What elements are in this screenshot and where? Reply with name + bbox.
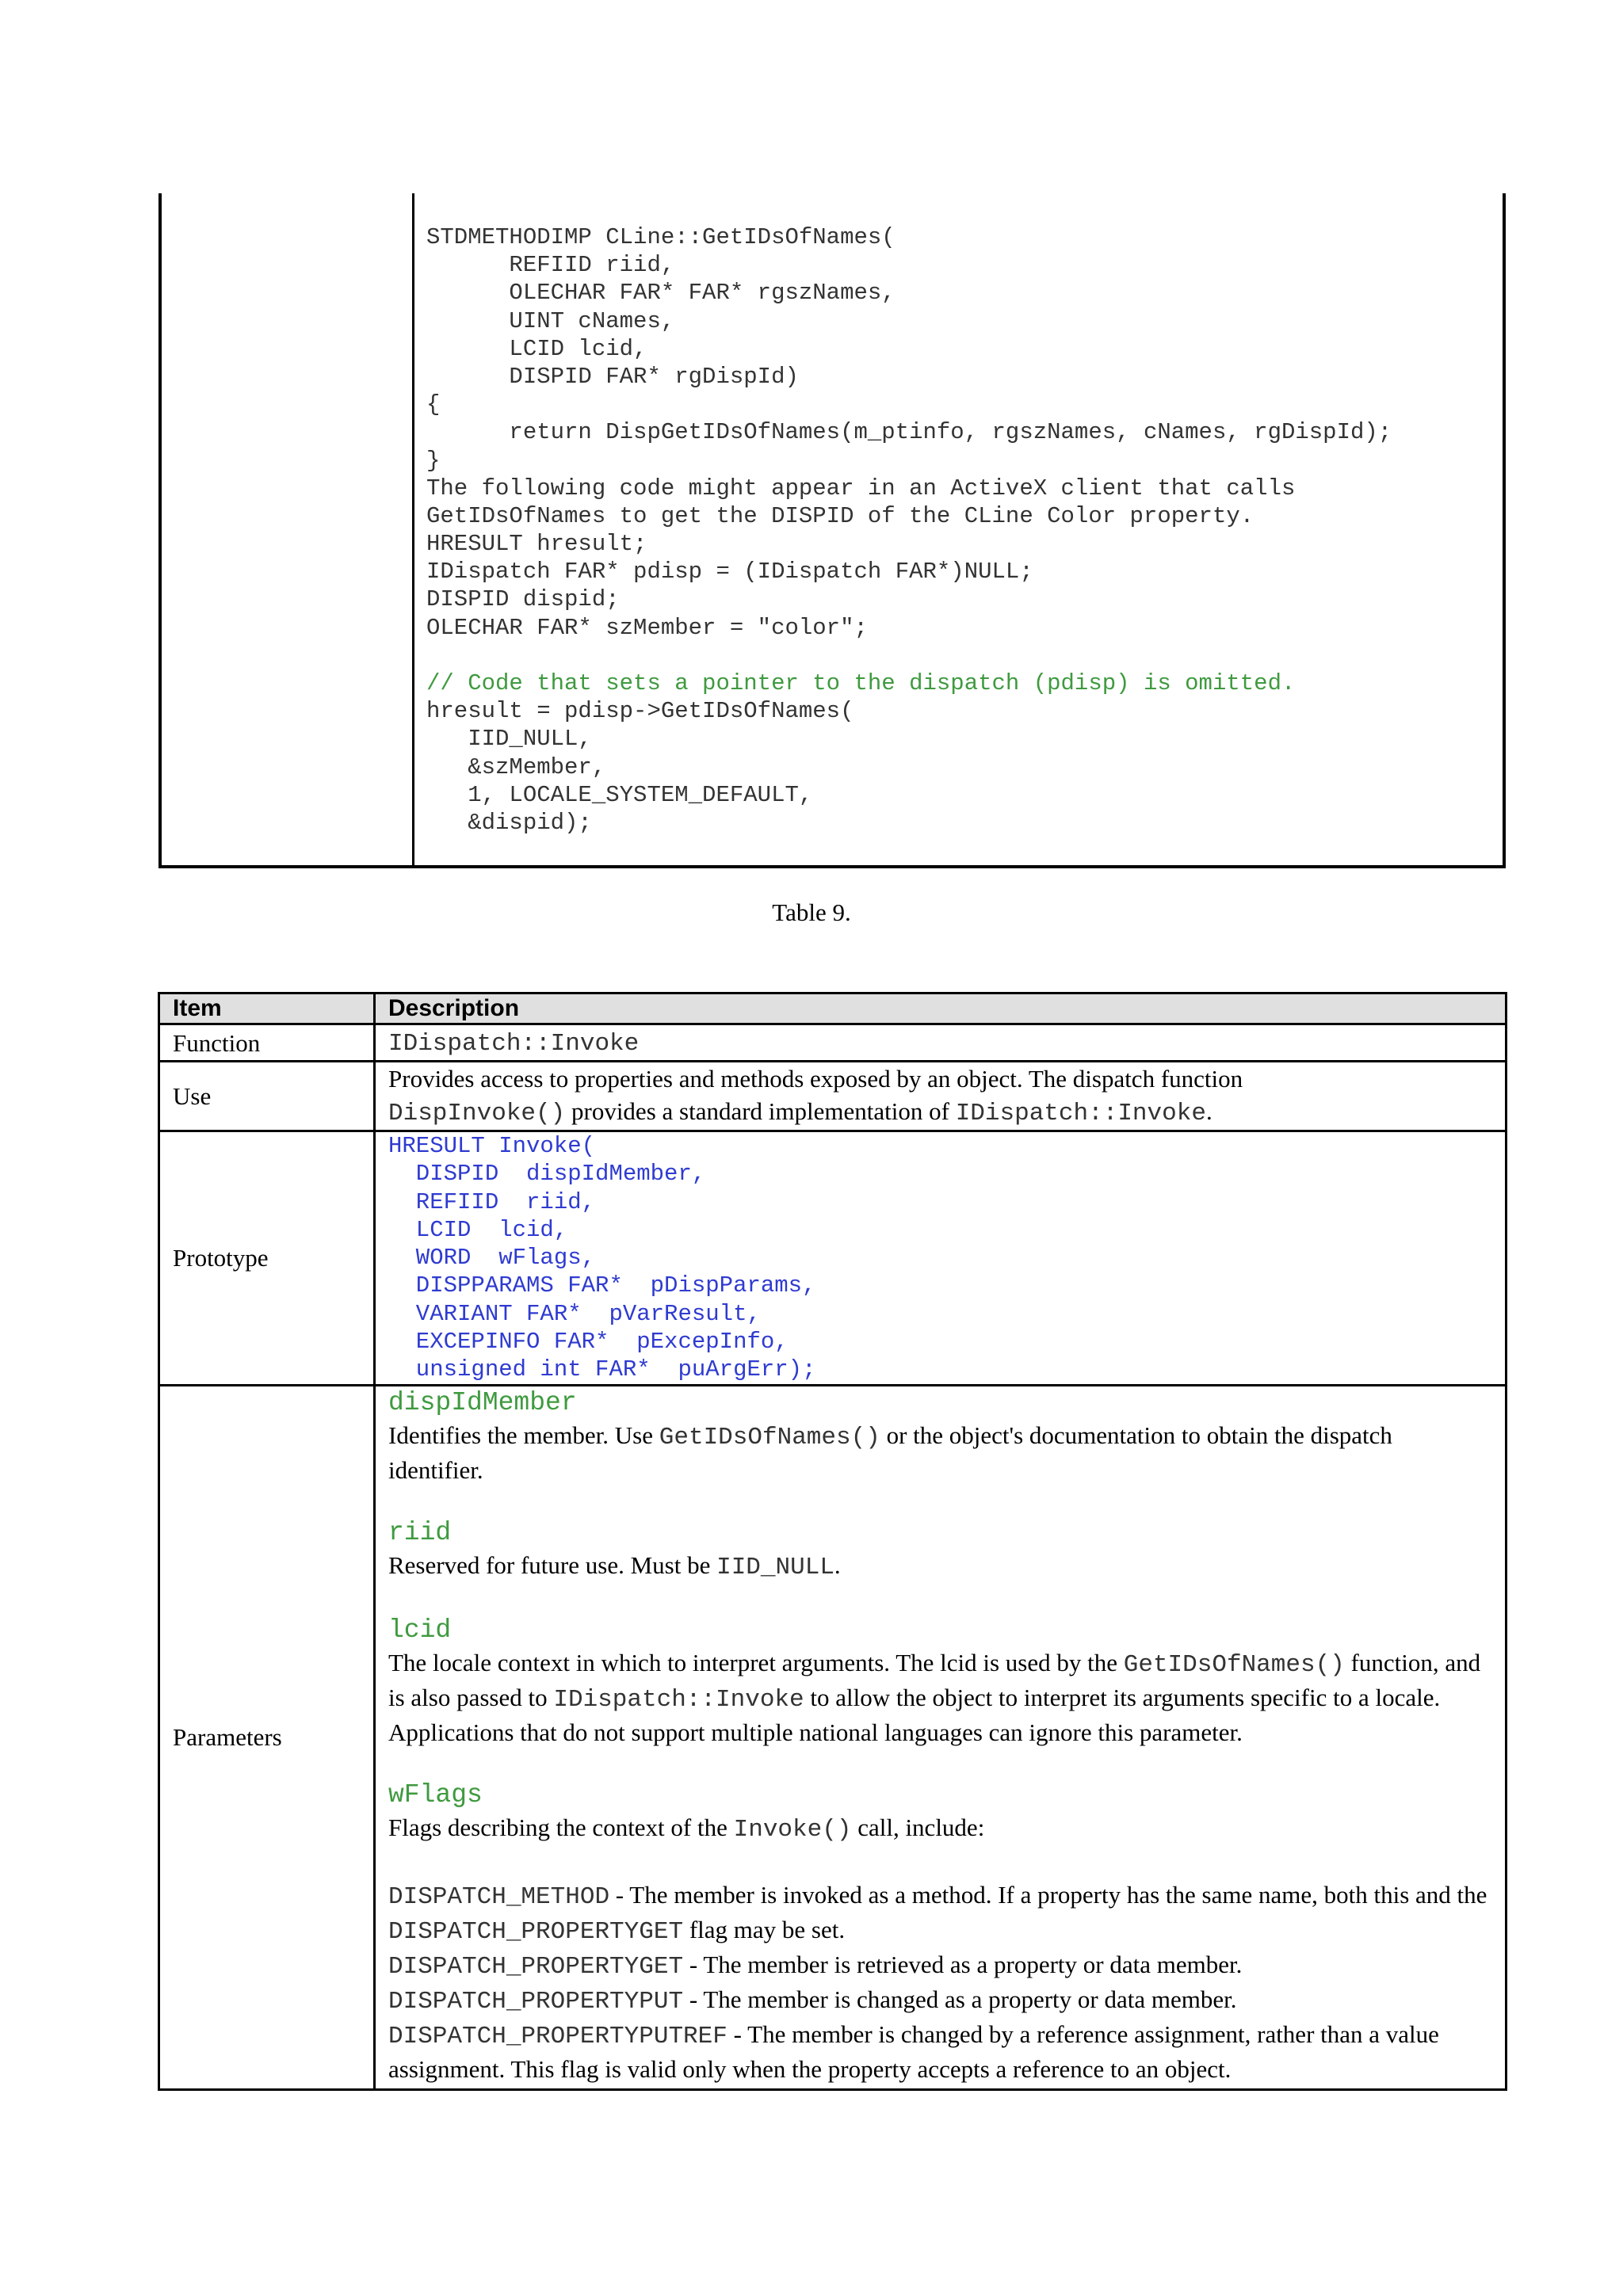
flag-description: DISPATCH_PROPERTYGET - The member is retrieved as a property or data member. xyxy=(388,1950,1243,1981)
prototype-line: EXCEPINFO FAR* pExcepInfo, xyxy=(388,1329,789,1356)
use-text: Provides access to properties and methods exposed by an object. The dispatch function xyxy=(388,1065,1243,1093)
code-line: DISPID FAR* rgDispId) xyxy=(426,363,799,390)
code-line: return DispGetIDsOfNames(m_ptinfo, rgszNames, cNames, rgDispId); xyxy=(426,419,1392,446)
code-line: HRESULT hresult; xyxy=(426,531,647,558)
code-line: 1, LOCALE_SYSTEM_DEFAULT, xyxy=(426,781,813,808)
code-line: &dispid); xyxy=(426,809,592,836)
prototype-line: unsigned int FAR* puArgErr); xyxy=(388,1356,816,1383)
param-name: wFlags xyxy=(388,1779,483,1810)
function-label: Function xyxy=(159,1024,375,1062)
use-description xyxy=(375,1062,1507,1131)
use-row xyxy=(159,1062,1507,1131)
code-line: UINT cNames, xyxy=(426,307,675,334)
code-line: LCID lcid, xyxy=(426,335,647,362)
parameters-label: Parameters xyxy=(159,1385,375,2089)
code-line: { xyxy=(426,391,441,418)
code-line: IID_NULL, xyxy=(426,726,592,753)
function-row xyxy=(159,1024,1507,1062)
prototype-line: VARIANT FAR* pVarResult, xyxy=(388,1300,761,1327)
use-label: Use xyxy=(159,1062,375,1131)
flag-description: DISPATCH_PROPERTYPUT - The member is changed as a property or data member. xyxy=(388,1985,1237,2016)
prototype-line: LCID lcid, xyxy=(388,1216,568,1243)
header-description: Description xyxy=(375,994,1507,1024)
function-value: IDispatch::Invoke xyxy=(388,1030,640,1058)
code-line: &szMember, xyxy=(426,753,606,780)
code-line: OLECHAR FAR* szMember = "color"; xyxy=(426,614,868,641)
use-code-invoke: IDispatch::Invoke xyxy=(955,1100,1206,1127)
code-line: IDispatch FAR* pdisp = (IDispatch FAR*)NULL; xyxy=(426,559,1033,585)
code-example-table xyxy=(158,193,1506,868)
flag-description: DISPATCH_METHOD - The member is invoked as a method. If a property has the same name, both this and the DISPATCH_PROPERTYGET flag may be set. xyxy=(388,1880,1487,1946)
parameters-description xyxy=(375,1385,1507,2089)
code-line: DISPID dispid; xyxy=(426,586,620,613)
code-block xyxy=(426,223,1392,837)
flag-description: DISPATCH_PROPERTYPUTREF - The member is changed by a reference assignment, rather than a value assignment. This flag is valid only when the property accepts a reference to an object. xyxy=(388,2019,1439,2083)
prototype-line: REFIID riid, xyxy=(388,1188,596,1215)
code-line: } xyxy=(426,447,441,474)
code-line: hresult = pdisp->GetIDsOfNames( xyxy=(426,698,854,725)
header-item: Item xyxy=(159,994,375,1024)
param-description: The locale context in which to interpret arguments. The lcid is used by the GetIDsOfNames() function, and is also passed to IDispatch::Invoke to allow the object to interpret its arguments specific to a locale. Applications that do not support multiple national languages can ignore this parameter. xyxy=(388,1648,1481,1746)
use-code-dispinvoke: DispInvoke() xyxy=(388,1100,566,1127)
code-line: The following code might appear in an ActiveX client that calls xyxy=(426,475,1296,502)
invoke-table xyxy=(158,992,1507,2091)
prototype-line: HRESULT Invoke( xyxy=(388,1133,596,1159)
parameters-row xyxy=(159,1385,1507,2089)
prototype-row xyxy=(159,1131,1507,1386)
column-divider xyxy=(412,193,414,865)
prototype-line: DISPID dispIdMember, xyxy=(388,1161,706,1188)
code-line: STDMETHODIMP CLine::GetIDsOfNames( xyxy=(426,224,896,250)
param-name: dispIdMember xyxy=(388,1387,577,1417)
param-description: Reserved for future use. Must be IID_NULL. xyxy=(388,1550,841,1581)
use-text: provides a standard implementation of xyxy=(565,1097,956,1125)
code-comment-line: // Code that sets a pointer to the dispatch (pdisp) is omitted. xyxy=(426,670,1296,696)
param-name: lcid xyxy=(388,1615,452,1645)
param-description: Flags describing the context of the Invoke() call, include: xyxy=(388,1813,985,1844)
prototype-line: DISPPARAMS FAR* pDispParams, xyxy=(388,1272,816,1299)
code-line xyxy=(426,642,1392,669)
param-name: riid xyxy=(388,1517,452,1547)
prototype-label: Prototype xyxy=(159,1131,375,1386)
prototype-code xyxy=(388,1132,1492,1384)
prototype-line: WORD wFlags, xyxy=(388,1245,596,1272)
code-line: OLECHAR FAR* FAR* rgszNames, xyxy=(426,280,896,307)
code-line: REFIID riid, xyxy=(426,252,675,279)
table-caption: Table 9. xyxy=(772,898,851,926)
code-line: GetIDsOfNames to get the DISPID of the CLine Color property. xyxy=(426,502,1254,529)
table-header-row xyxy=(159,994,1507,1024)
param-description: Identifies the member. Use GetIDsOfNames() or the object's documentation to obtain the dispatch identifier. xyxy=(388,1421,1392,1484)
use-text: . xyxy=(1205,1097,1212,1125)
